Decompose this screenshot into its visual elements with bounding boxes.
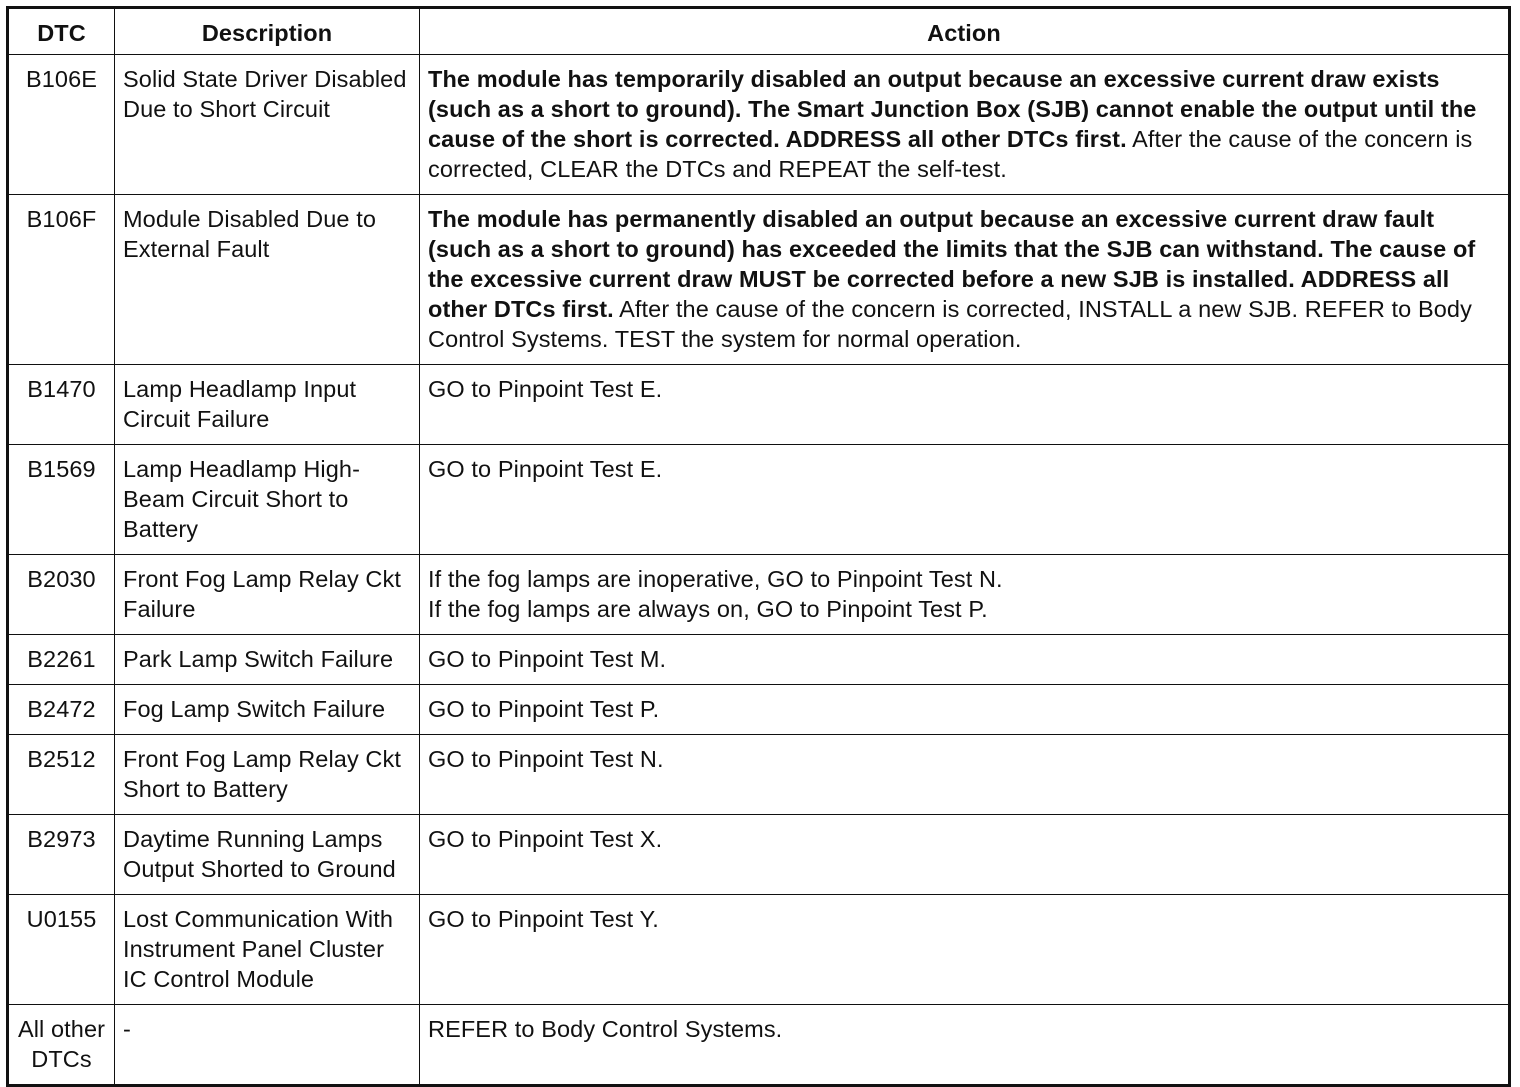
table-row [8,365,1510,445]
table-header-row [8,8,1510,55]
dtc-action: GO to Pinpoint Test P. [420,685,1510,735]
header-dtc: DTC [8,8,115,55]
dtc-code: B2472 [8,685,115,735]
dtc-action: GO to Pinpoint Test N. [420,735,1510,815]
dtc-description: Lamp Headlamp Input Circuit Failure [115,365,420,445]
dtc-table [6,6,1511,1087]
action-text: After the cause of the concern is corrected, CLEAR the DTCs and REPEAT the self-test. [428,126,1473,182]
action-line: If the fog lamps are inoperative, GO to Pinpoint Test N. [428,566,1003,592]
dtc-description: Front Fog Lamp Relay Ckt Failure [115,555,420,635]
dtc-code: B2261 [8,635,115,685]
table-row [8,55,1510,195]
table-row [8,195,1510,365]
action-line: If the fog lamps are always on, GO to Pinpoint Test P. [428,596,988,622]
dtc-description: Front Fog Lamp Relay Ckt Short to Battery [115,735,420,815]
header-action: Action [420,8,1510,55]
dtc-code: U0155 [8,895,115,1005]
dtc-code: B106F [8,195,115,365]
table-row [8,555,1510,635]
dtc-code: B2512 [8,735,115,815]
table-row [8,1005,1510,1086]
dtc-action [420,555,1510,635]
dtc-action: GO to Pinpoint Test M. [420,635,1510,685]
dtc-code: B106E [8,55,115,195]
table-row [8,445,1510,555]
dtc-code: B1470 [8,365,115,445]
table-row [8,685,1510,735]
dtc-action: GO to Pinpoint Test Y. [420,895,1510,1005]
dtc-action [420,55,1510,195]
dtc-code: All other DTCs [8,1005,115,1086]
action-emphasis: The module has permanently disabled an output because an excessive current draw fault (such as a short to ground) has exceeded the limits that the SJB can withstand. The cause of the excessive current draw MUST be corrected before a new SJB is installed. ADDRESS all other DTCs first. [428,206,1476,322]
dtc-action: GO to Pinpoint Test X. [420,815,1510,895]
table-row [8,635,1510,685]
table-row [8,735,1510,815]
header-description: Description [115,8,420,55]
dtc-description: Fog Lamp Switch Failure [115,685,420,735]
dtc-code: B2973 [8,815,115,895]
dtc-action [420,195,1510,365]
dtc-code: B2030 [8,555,115,635]
action-emphasis: The module has temporarily disabled an output because an excessive current draw exists (such as a short to ground). The Smart Junction Box (SJB) cannot enable the output until the cause of the short is corrected. ADDRESS all other DTCs first. [428,66,1477,152]
dtc-action: GO to Pinpoint Test E. [420,365,1510,445]
table-row [8,815,1510,895]
action-text: After the cause of the concern is corrected, INSTALL a new SJB. REFER to Body Control Systems. TEST the system for normal operation. [428,296,1472,352]
dtc-description: Module Disabled Due to External Fault [115,195,420,365]
dtc-action: REFER to Body Control Systems. [420,1005,1510,1086]
dtc-code: B1569 [8,445,115,555]
dtc-description: Lamp Headlamp High-Beam Circuit Short to Battery [115,445,420,555]
table-row [8,895,1510,1005]
dtc-description: Daytime Running Lamps Output Shorted to Ground [115,815,420,895]
dtc-description: Lost Communication With Instrument Panel Cluster IC Control Module [115,895,420,1005]
dtc-description: - [115,1005,420,1086]
dtc-description: Solid State Driver Disabled Due to Short Circuit [115,55,420,195]
dtc-description: Park Lamp Switch Failure [115,635,420,685]
dtc-action: GO to Pinpoint Test E. [420,445,1510,555]
